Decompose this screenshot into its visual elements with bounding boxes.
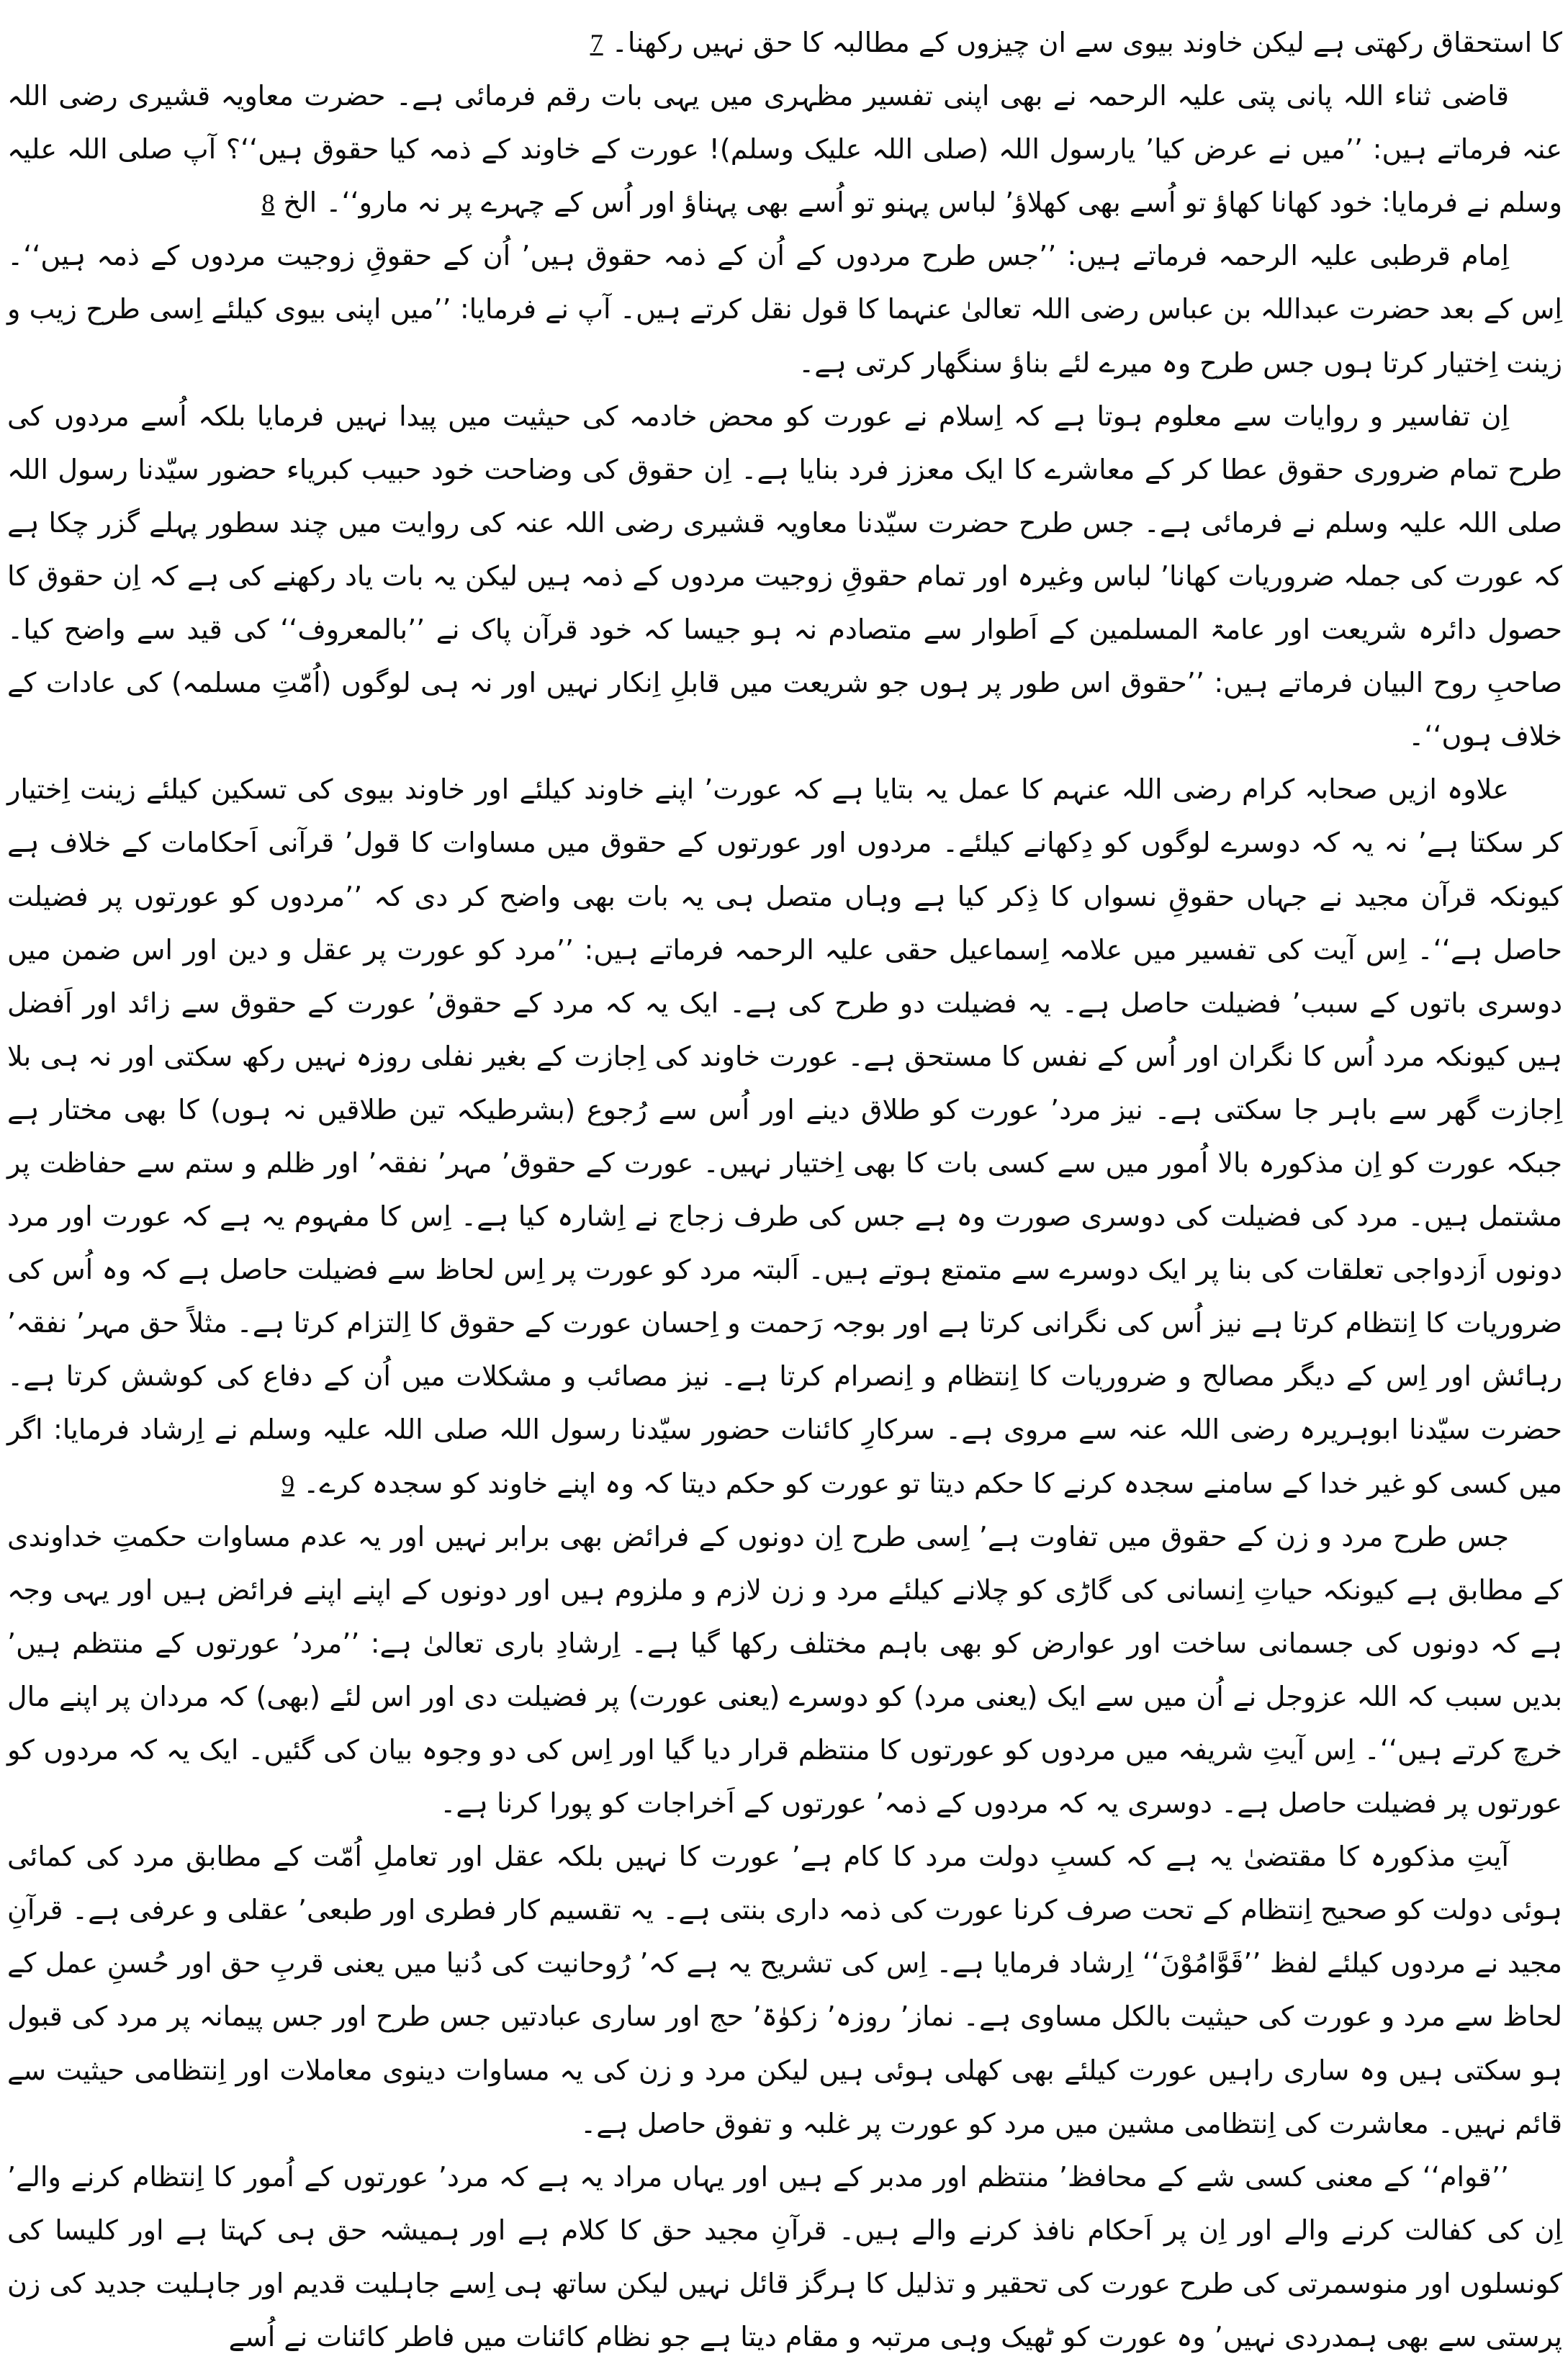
paragraph-text: اِمام قرطبی علیہ الرحمہ فرماتے ہیں: ’’جس طرح مردوں کے اُن کے ذمہ حقوق ہیں’ اُن کے حقوقِ زوجیت مردوں کے ذمہ ہیں‘‘۔ اِس کے بعد حضرت عبداللہ بن عباس رضی اللہ تعالیٰ عنہما کا قول نقل کرتے ہیں۔ آپ نے فرمایا: ’’میں اپنی بیوی کیلئے اِسی طرح زیب و زینت اِختیار کرتا ہوں جس طرح وہ میرے لئے بناؤ سنگھار کرتی ہے۔ [7, 240, 1562, 379]
paragraph [7, 229, 1562, 389]
paragraph [7, 69, 1562, 229]
paragraph-text: آیتِ مذکورہ کا مقتضیٰ یہ ہے کہ کسبِ دولت مرد کا کام ہے’ عورت کا نہیں بلکہ عقل اور تعاملِ اُمّت کے مطابق مرد کی کمائی ہوئی دولت کو صحیح اِنتظام کے تحت صرف کرنا عورت کی ذمہ داری بنتی ہے۔ یہ تقسیم کار فطری اور طبعی’ عقلی و عرفی ہے۔ قرآنِ مجید نے مردوں کیلئے لفظ ’’قَوَّامُوْنَ‘‘ اِرشاد فرمایا ہے۔ اِس کی تشریح یہ ہے کہ’ رُوحانیت کی دُنیا میں یعنی قربِ حق اور حُسنِ عمل کے لحاظ سے مرد و عورت کی حیثیت بالکل مساوی ہے۔ نماز’ روزہ’ زکوٰۃ’ حج اور ساری عبادتیں جس طرح اور جس پیمانہ پر مرد کی قبول ہو سکتی ہیں وہ ساری راہیں عورت کیلئے بھی کھلی ہوئی ہیں لیکن مرد و زن کی یہ مساوات دینوی معاملات اور اِنتظامی حیثیت سے قائم نہیں۔ معاشرت کی اِنتظامی مشین میں مرد کو عورت پر غلبہ و تفوق حاصل ہے۔ [7, 1841, 1562, 2139]
paragraph-text: جس طرح مرد و زن کے حقوق میں تفاوت ہے’ اِسی طرح اِن دونوں کے فرائض بھی برابر نہیں اور یہ عدم مساوات حکمتِ خداوندی کے مطابق ہے کیونکہ حیاتِ اِنسانی کی گاڑی کو چلانے کیلئے مرد و زن لازم و ملزوم ہیں اور دونوں کے اپنے اپنے فرائض ہیں اور یہی وجہ ہے کہ دونوں کی جسمانی ساخت اور عوارض کو بھی باہم مختلف رکھا گیا ہے۔ اِرشادِ باری تعالیٰ ہے: ’’مرد’ عورتوں کے منتظم ہیں’ بدیں سبب کہ اللہ عزوجل نے اُن میں سے ایک (یعنی مرد) کو دوسرے (یعنی عورت) پر فضیلت دی اور اس لئے (بھی) کہ مردان پر اپنے مال خرچ کرتے ہیں‘‘۔ اِس آیتِ شریفہ میں مردوں کو عورتوں کا منتظم قرار دیا گیا اور اِس کی دو وجوہ بیان کی گئیں۔ ایک یہ کہ مردوں کو عورتوں پر فضیلت حاصل ہے۔ دوسری یہ کہ مردوں کے ذمہ’ عورتوں کے اَخراجات کو پورا کرنا ہے۔ [7, 1520, 1562, 1820]
paragraph [7, 2150, 1562, 2363]
paragraph-text: علاوہ ازیں صحابہ کرام رضی اللہ عنہم کا عمل یہ بتایا ہے کہ عورت’ اپنے خاوند کیلئے اور خاوند بیوی کی تسکین کیلئے زینت اِختیار کر سکتا ہے’ نہ یہ کہ دوسرے لوگوں کو دِکھانے کیلئے۔ مردوں اور عورتوں کے حقوق میں مساوات کا قول’ قرآنی اَحکامات کے خلاف ہے کیونکہ قرآن مجید نے جہاں حقوقِ نسواں کا ذِکر کیا ہے وہاں متصل ہی یہ بات بھی واضح کر دی کہ ’’مردوں کو عورتوں پر فضیلت حاصل ہے‘‘۔ اِس آیت کی تفسیر میں علامہ اِسماعیل حقی علیہ الرحمہ فرماتے ہیں: ’’مرد کو عورت پر عقل و دین اور اس ضمن میں دوسری باتوں کے سبب’ فضیلت حاصل ہے۔ یہ فضیلت دو طرح کی ہے۔ ایک یہ کہ مرد کے حقوق’ عورت کے حقوق سے زائد اور اَفضل ہیں کیونکہ مرد اُس کا نگران اور اُس کے نفس کا مستحق ہے۔ عورت خاوند کی اِجازت کے بغیر نفلی روزہ نہیں رکھ سکتی اور نہ ہی بلا اِجازت گھر سے باہر جا سکتی ہے۔ نیز مرد’ عورت کو طلاق دینے اور اُس سے رُجوع (بشرطیکہ تین طلاقیں نہ ہوں) کا بھی مختار ہے جبکہ عورت کو اِن مذکورہ بالا اُمور میں سے کسی بات کا بھی اِختیار نہیں۔ عورت کے حقوق’ مہر’ نفقہ’ اور ظلم و ستم سے حفاظت پر مشتمل ہیں۔ مرد کی فضیلت کی دوسری صورت وہ ہے جس کی طرف زجاج نے اِشارہ کیا ہے۔ اِس کا مفہوم یہ ہے کہ عورت اور مرد دونوں اَزدواجی تعلقات کی بنا پر ایک دوسرے سے متمتع ہوتے ہیں۔ اَلبتہ مرد کو عورت پر اِس لحاظ سے فضیلت حاصل ہے کہ وہ اُس کی ضروریات کا اِنتظام کرتا ہے نیز اُس کی نگرانی کرتا ہے اور بوجہ رَحمت و اِحسان عورت کے حقوق کا اِلتزام کرتا ہے۔ مثلاً حق مہر’ نفقہ’ رہائش اور اِس کے دیگر مصالح و ضروریات کا اِنتظام و اِنصرام کرتا ہے۔ نیز مصائب و مشکلات میں اُن کے دفاع کی کوشش کرتا ہے۔ حضرت سیّدنا ابوہریرہ رضی اللہ عنہ سے مروی ہے۔ سرکارِ کائنات حضور سیّدنا رسول اللہ صلی اللہ علیہ وسلم نے اِرشاد فرمایا: اگر میں کسی کو غیر خدا کے سامنے سجدہ کرنے کا حکم دیتا تو عورت کو حکم دیتا کہ وہ اپنے خاوند کو سجدہ کرے۔ [7, 773, 1562, 1499]
footnote-ref: 7 [590, 29, 603, 58]
paragraph [7, 390, 1562, 763]
paragraph-text: اِن تفاسیر و روایات سے معلوم ہوتا ہے کہ اِسلام نے عورت کو محض خادمہ کی حیثیت میں پیدا نہیں فرمایا بلکہ اُسے مردوں کی طرح تمام ضروری حقوق عطا کر کے معاشرے کا ایک معزز فرد بنایا ہے۔ اِن حقوق کی وضاحت خود حبیب کبریاء حضور سیّدنا رسول اللہ صلی اللہ علیہ وسلم نے فرمائی ہے۔ جس طرح حضرت سیّدنا معاویہ قشیری رضی اللہ عنہ کی روایت میں چند سطور پہلے گزر چکا ہے کہ عورت کی جملہ ضروریات کھانا’ لباس وغیرہ اور تمام حقوقِ زوجیت مردوں کے ذمہ ہیں لیکن یہ بات یاد رکھنے کی ہے کہ اِن حقوق کا حصول دائرہ شریعت اور عامۃ المسلمین کے اَطوار سے متصادم نہ ہو جیسا کہ خود قرآن پاک نے ’’بالمعروف‘‘ کی قید سے واضح کیا۔ صاحبِ روح البیان فرماتے ہیں: ’’حقوق اس طور پر ہوں جو شریعت میں قابلِ اِنکار نہیں اور نہ ہی لوگوں (اُمّتِ مسلمہ) کی عادات کے خلاف ہوں‘‘۔ [7, 400, 1562, 753]
footnote-ref: 8 [261, 189, 275, 218]
paragraph-text: ’’قوام‘‘ کے معنی کسی شے کے محافظ’ منتظم اور مدبر کے ہیں اور یہاں مراد یہ ہے کہ مرد’ عورتوں کے اُمور کا اِنتظام کرنے والے’ اِن کی کفالت کرنے والے اور اِن پر اَحکام نافذ کرنے والے ہیں۔ قرآنِ مجید حق کا کلام ہے اور ہمیشہ حق ہی کہتا ہے اور کلیسا کی کونسلوں اور منوسمرتی کی طرح عورت کی تحقیر و تذلیل کا ہرگز قائل نہیں لیکن ساتھ ہی اِسے جاہلیت قدیم اور جاہلیت جدید کی زن پرستی سے بھی ہمدردی نہیں’ وہ عورت کو ٹھیک وہی مرتبہ و مقام دیتا ہے جو نظام کائنات میں فاطر کائنات نے اُسے [7, 2160, 1562, 2353]
paragraph [7, 763, 1562, 1509]
paragraph-list [7, 16, 1562, 2363]
paragraph [7, 1830, 1562, 2150]
paragraph-text: قاضی ثناء اللہ پانی پتی علیہ الرحمہ نے بھی اپنی تفسیر مظہری میں یہی بات رقم فرمائی ہے۔ حضرت معاویہ قشیری رضی اللہ عنہ فرماتے ہیں: ’’میں نے عرض کیا’ یارسول اللہ (صلی اللہ علیک وسلم)! عورت کے خاوند کے ذمہ کیا حقوق ہیں‘‘؟ آپ صلی اللہ علیہ وسلم نے فرمایا: خود کھانا کھاؤ تو اُسے بھی کھلاؤ’ لباس پہنو تو اُسے بھی پہناؤ اور اُس کے چہرے پر نہ مارو‘‘۔ الخ [7, 80, 1562, 219]
paragraph-text: کا استحقاق رکھتی ہے لیکن خاوند بیوی سے ان چیزوں کے مطالبہ کا حق نہیں رکھنا۔ [611, 27, 1562, 58]
paragraph [7, 16, 1562, 69]
footnote-ref: 9 [281, 1469, 295, 1499]
paragraph [7, 1510, 1562, 1830]
